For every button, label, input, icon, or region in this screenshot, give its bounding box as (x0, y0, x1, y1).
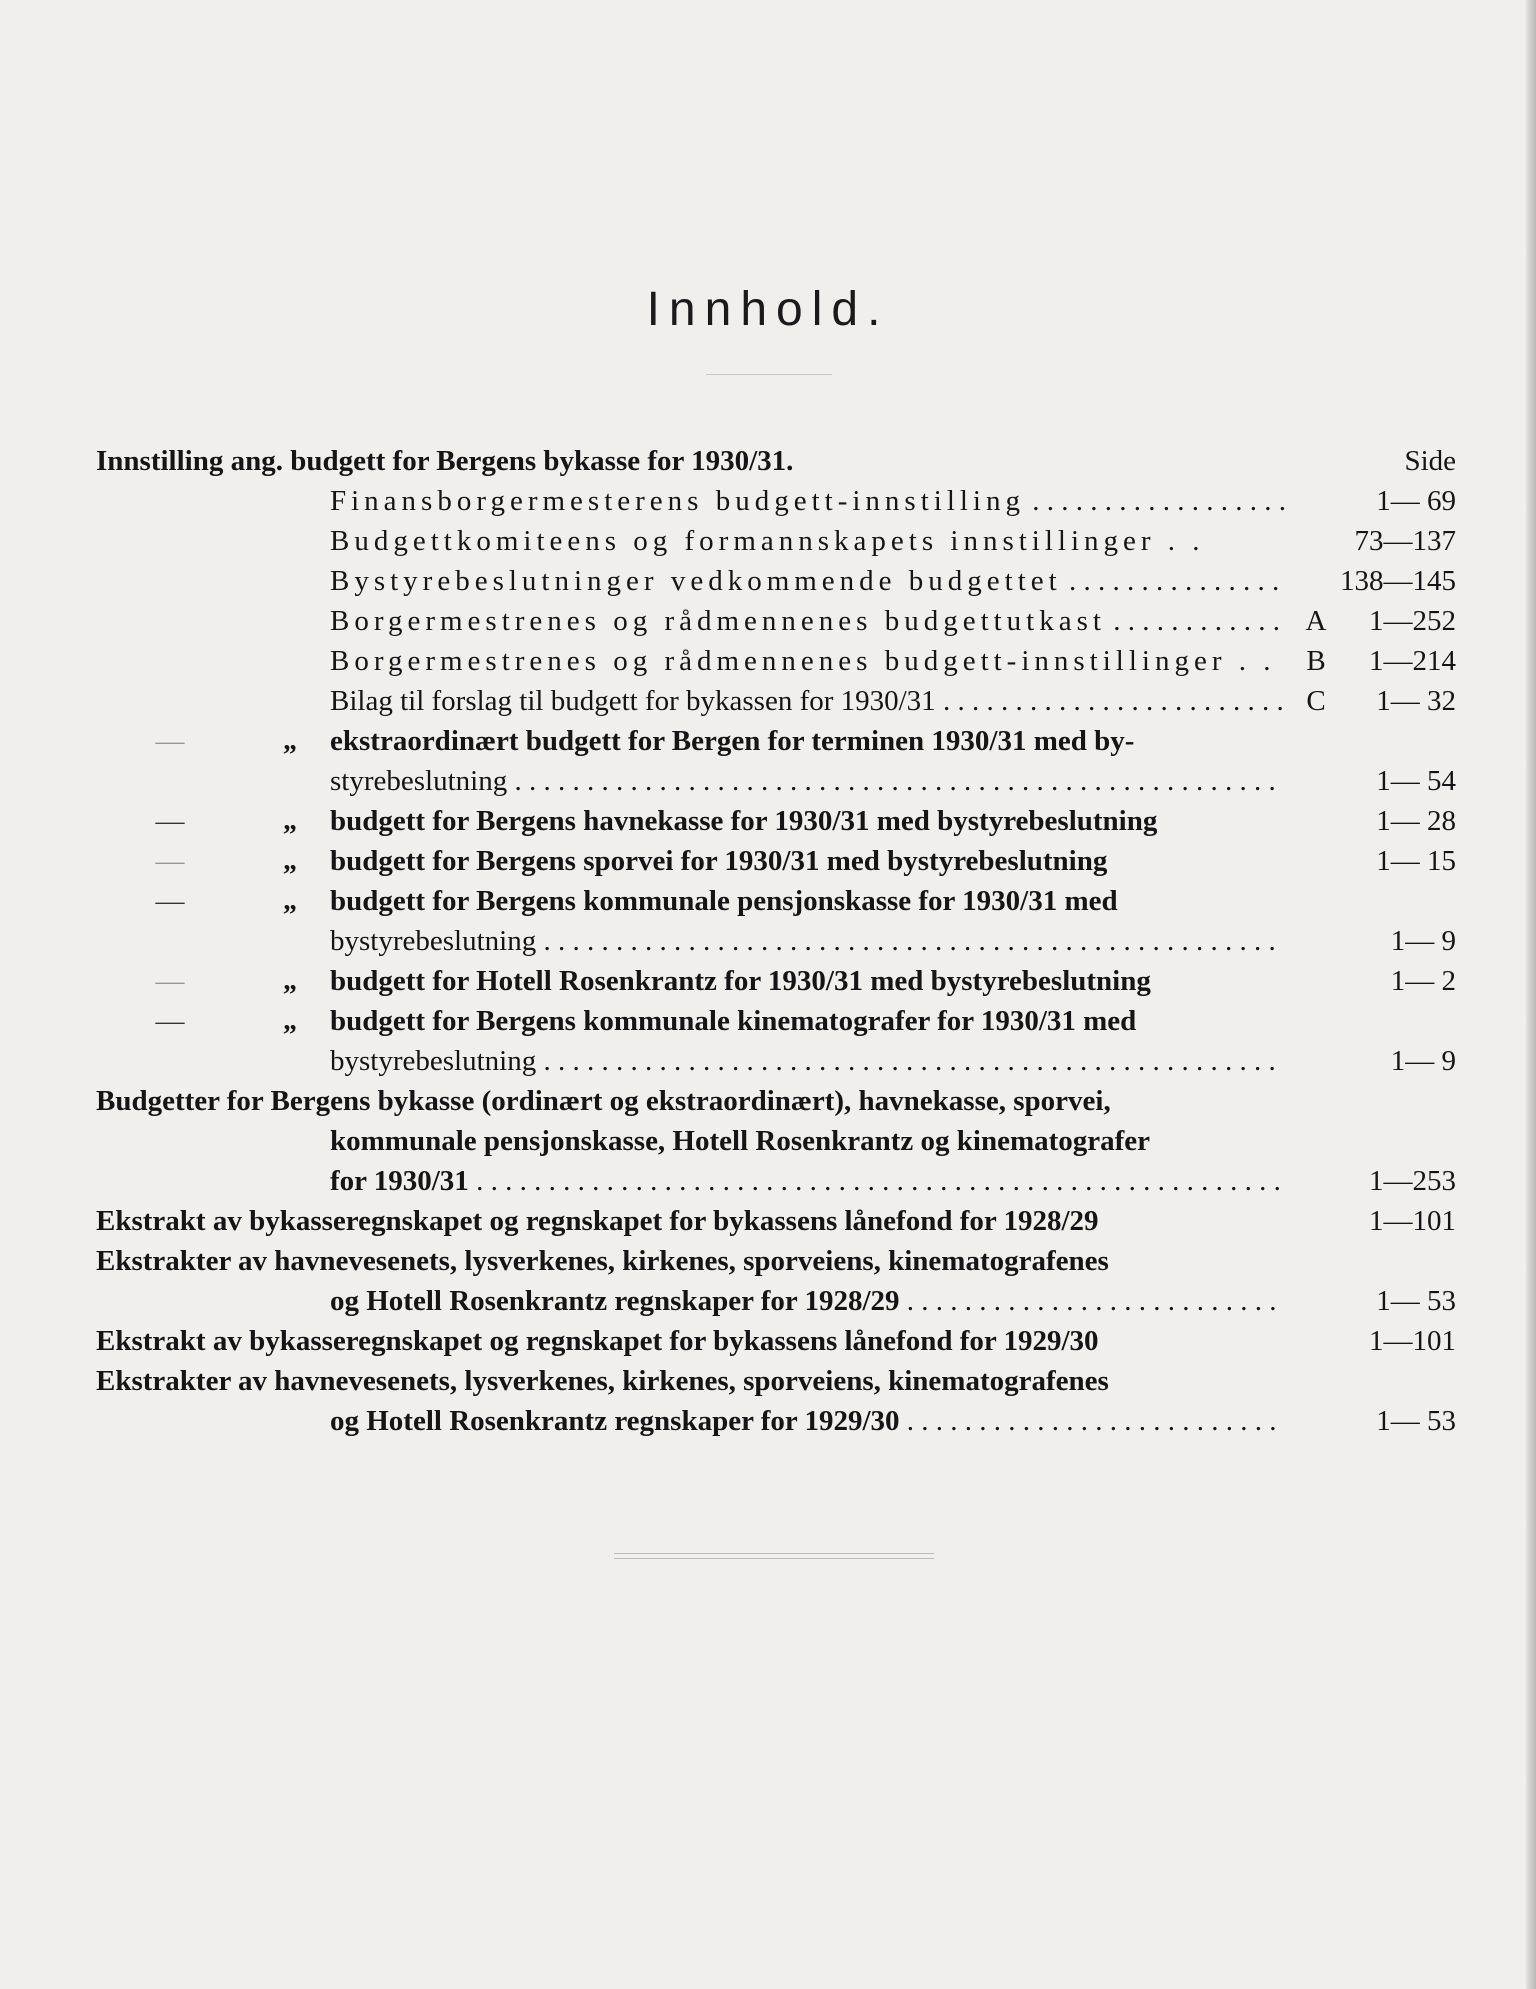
toc-entry-pages: 1—101 (1369, 1325, 1456, 1357)
ditto-dash: — (155, 1005, 185, 1037)
ditto-dash: — (155, 845, 185, 877)
toc-section[interactable]: Ekstrakt av bykasseregnskapet og regnskapet for bykassens lånefond for 1929/30 (96, 1325, 1099, 1357)
toc-entry[interactable]: budgett for Bergens sporvei for 1930/31 med bystyrebeslutning (330, 845, 1108, 877)
toc-entry-text: for 1930/31 (330, 1165, 469, 1197)
toc-entry-pages: 1—214 (1369, 645, 1456, 677)
toc-entry-pages: 138—145 (1340, 565, 1456, 597)
toc-entry-pages: 1— 54 (1376, 765, 1456, 797)
ditto-mark: „ (283, 1005, 297, 1036)
toc-entry-text: Finansborgermesterens budgett-innstilling (330, 485, 1025, 517)
toc-entry[interactable]: budgett for Hotell Rosenkrantz for 1930/31 med bystyrebeslutning (330, 965, 1151, 997)
toc-entry-text: og Hotell Rosenkrantz regnskaper for 1929/30 (330, 1405, 900, 1437)
toc-entry-pages: 1— 2 (1390, 965, 1456, 997)
toc-section[interactable]: Ekstrakter av havnevesenets, lysverkenes, kirkenes, sporveiens, kinematografenes (96, 1365, 1109, 1397)
toc-entry-pages: 1— 53 (1376, 1405, 1456, 1437)
toc-entry-letter: C (1306, 685, 1326, 717)
ditto-mark: „ (283, 725, 297, 756)
toc-entry[interactable]: budgett for Bergens havnekasse for 1930/31 med bystyrebeslutning (330, 805, 1158, 837)
toc-entry[interactable]: ekstraordinært budgett for Bergen for terminen 1930/31 med by- (330, 725, 1135, 757)
toc-entry-text: Bystyrebeslutninger vedkommende budgettet (330, 565, 1062, 597)
toc-entry-pages: 1— 53 (1376, 1285, 1456, 1317)
toc-entry-pages: 1— 15 (1376, 845, 1456, 877)
toc-entry-text: bystyrebeslutning (330, 925, 537, 957)
ditto-mark: „ (283, 965, 297, 996)
toc-entry-continuation (330, 761, 1285, 801)
toc-entry-pages: 1— 9 (1390, 925, 1456, 957)
toc-entry[interactable] (330, 481, 1285, 521)
toc-section[interactable]: Ekstrakter av havnevesenets, lysverkenes, kirkenes, sporveiens, kinematografenes (96, 1245, 1109, 1277)
ditto-mark: „ (283, 845, 297, 876)
toc-lead-heading: Innstilling ang. budgett for Bergens bykasse for 1930/31. (96, 445, 794, 477)
toc-entry-text: og Hotell Rosenkrantz regnskaper for 1928/29 (330, 1285, 900, 1317)
toc-entry-text: bystyrebeslutning (330, 1045, 537, 1077)
toc-entry-pages: 1—252 (1369, 605, 1456, 637)
toc-entry-pages: 1— 28 (1376, 805, 1456, 837)
ditto-dash: — (155, 885, 185, 917)
toc-entry-text: Budgettkomiteens og formannskapets innstillinger . . (330, 525, 1205, 557)
toc-entry-pages: 1— 9 (1390, 1045, 1456, 1077)
ditto-dash: — (155, 805, 185, 837)
ditto-mark: „ (283, 805, 297, 836)
toc-entry-continuation (330, 1041, 1285, 1081)
toc-entry-text: styrebeslutning (330, 765, 508, 797)
toc-section[interactable]: Ekstrakt av bykasseregnskapet og regnskapet for bykassens lånefond for 1928/29 (96, 1205, 1099, 1237)
toc-entry-continuation (330, 921, 1285, 961)
toc-entry[interactable]: budgett for Bergens kommunale kinematografer for 1930/31 med (330, 1005, 1137, 1037)
bottom-divider (614, 1553, 934, 1559)
page-title: Innhold. (646, 283, 890, 336)
toc-section-continuation (330, 1401, 1285, 1441)
toc-entry-letter: B (1306, 645, 1326, 677)
toc-entry-text: Bilag til forslag til budgett for bykassen for 1930/31 (330, 685, 936, 717)
toc-entry-text: Borgermestrenes og rådmennenes budgett-innstillinger . . (330, 645, 1276, 677)
toc-entry-pages: 1— 32 (1376, 685, 1456, 717)
toc-entry-pages: 1—101 (1369, 1205, 1456, 1237)
toc-section-continuation (330, 1281, 1285, 1321)
toc-entry[interactable] (330, 641, 1285, 681)
toc-entry-pages: 1— 69 (1376, 485, 1456, 517)
page-column-heading: Side (1404, 445, 1456, 477)
toc-section[interactable]: Budgetter for Bergens bykasse (ordinært og ekstraordinært), havnekasse, sporvei, (96, 1085, 1111, 1117)
toc-entry[interactable] (330, 561, 1285, 601)
toc-entry-letter: A (1305, 605, 1327, 637)
toc-section-continuation (330, 1161, 1285, 1201)
ditto-mark: „ (283, 885, 297, 916)
toc-entry[interactable] (330, 681, 1285, 721)
toc-entry[interactable] (330, 601, 1285, 641)
ditto-dash: — (155, 965, 185, 997)
toc-entry-pages: 1—253 (1369, 1165, 1456, 1197)
toc-entry[interactable] (330, 521, 1285, 561)
ditto-dash: — (155, 725, 185, 757)
toc-entry-pages: 73—137 (1354, 525, 1456, 557)
toc-entry-text: Borgermestrenes og rådmennenes budgettutkast (330, 605, 1106, 637)
toc-section-continuation: kommunale pensjonskasse, Hotell Rosenkrantz og kinematografer (330, 1125, 1151, 1157)
toc-entry[interactable]: budgett for Bergens kommunale pensjonskasse for 1930/31 med (330, 885, 1118, 917)
